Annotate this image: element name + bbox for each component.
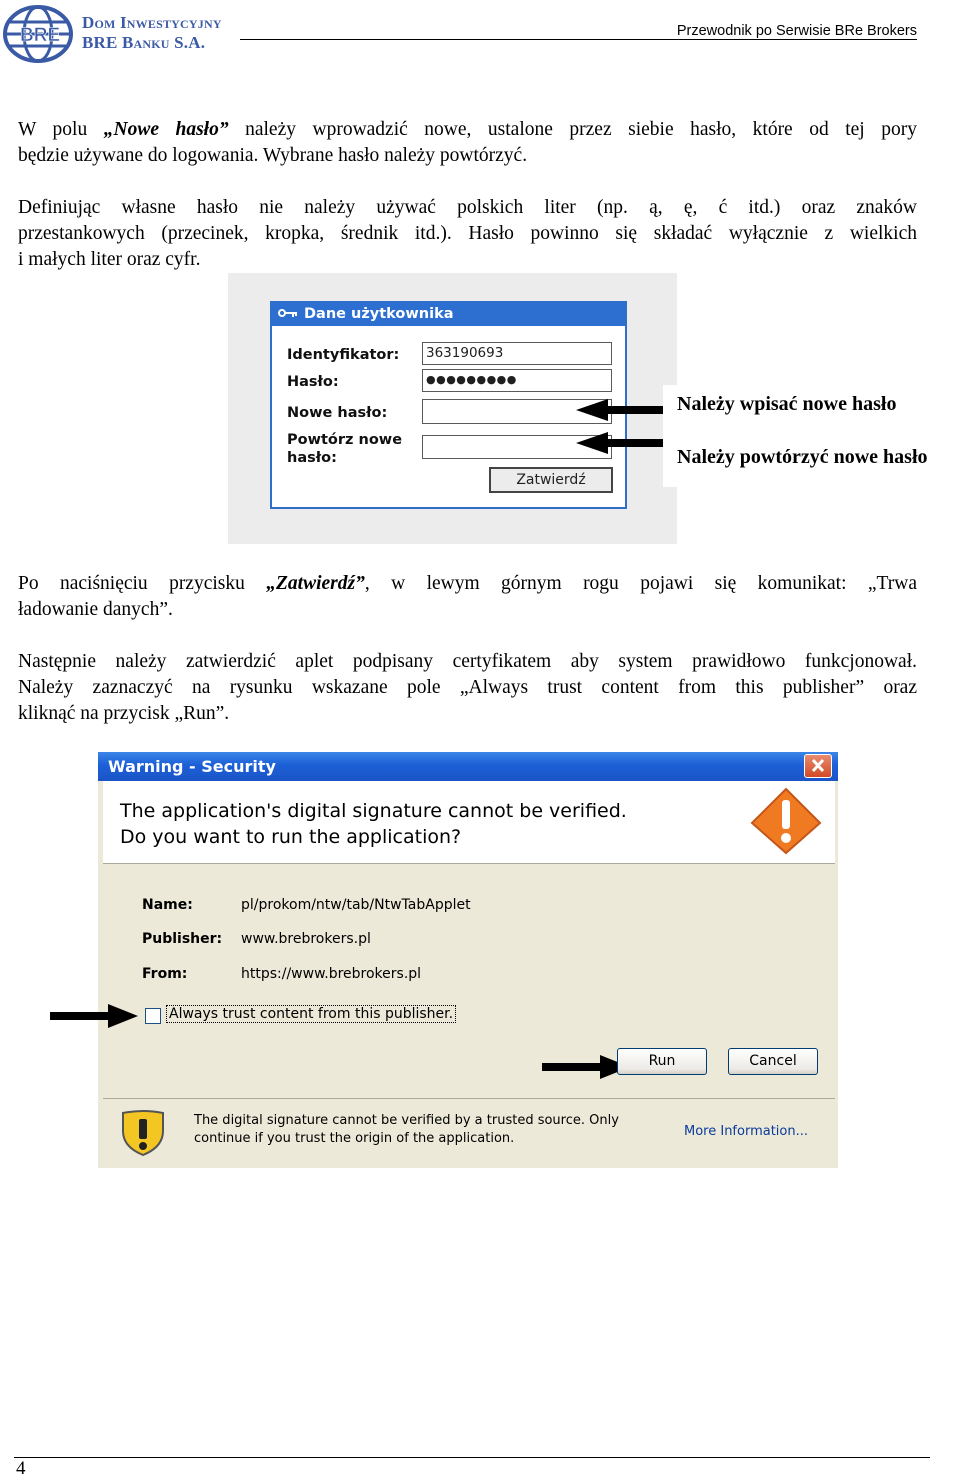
- header-rule: [240, 39, 917, 40]
- footer-rule: [14, 1457, 930, 1458]
- more-information-link[interactable]: More Information...: [684, 1124, 809, 1139]
- divider: [103, 1098, 835, 1099]
- paragraph-after-confirm: [18, 571, 917, 623]
- name-label: Name:: [142, 897, 193, 913]
- cancel-button[interactable]: Cancel: [728, 1048, 818, 1075]
- callout-new-password: Należy wpisać nowe hasło: [677, 393, 897, 415]
- confirm-button[interactable]: Zatwierdź: [489, 467, 613, 493]
- arrow-right-icon: [50, 1002, 140, 1030]
- para3-line2: ładowanie danych”.: [18, 599, 173, 620]
- security-dialog-titlebar: [98, 752, 838, 781]
- callout-arrows: [576, 398, 666, 462]
- user-data-title: Dane użytkownika: [304, 306, 454, 322]
- from-label: From:: [142, 966, 188, 982]
- publisher-value: www.brebrokers.pl: [241, 931, 371, 947]
- arrow-left-icon: [576, 399, 664, 421]
- security-footer-text: The digital signature cannot be verified by a trusted source. Only continue if you trust the origin of the application.: [194, 1113, 619, 1146]
- always-trust-label[interactable]: Always trust content from this publisher.: [166, 1005, 456, 1023]
- para4-line1: Następnie należy zatwierdzić aplet podpisany certyfikatem aby system prawidłowo funkcjonował.: [18, 651, 917, 672]
- warning-icon: [749, 786, 823, 856]
- svg-text:BRE: BRE: [20, 25, 61, 46]
- paragraph-password-rules: [18, 195, 917, 273]
- para3-line1: Po naciśnięciu przycisku „Zatwierdź”, w lewym górnym rogu pojawi się komunikat: „Trwa: [18, 573, 918, 594]
- new-password-label: Nowe hasło:: [287, 405, 388, 421]
- para2-line2: przestankowych (przecinek, kropka, średnik itd.). Hasło powinno się składać wyłącznie z wielkich: [18, 223, 917, 244]
- para1-line2: będzie używane do logowania. Wybrane hasło należy powtórzyć.: [18, 145, 528, 166]
- repeat-password-label: Powtórz nowe hasło:: [287, 432, 403, 466]
- para2-line3: i małych liter oraz cyfr.: [18, 249, 201, 270]
- identifier-field[interactable]: 363190693: [422, 342, 612, 365]
- identifier-label: Identyfikator:: [287, 347, 400, 363]
- para4-line2: Należy zaznaczyć na rysunku wskazane pole „Always trust content from this publisher” oraz: [18, 677, 917, 698]
- emphasis-new-password: „Nowe hasło”: [103, 119, 229, 140]
- security-message: The application's digital signature cannot be verified. Do you want to run the application?: [120, 800, 627, 848]
- run-button[interactable]: Run: [617, 1048, 707, 1075]
- para1-line1: W polu „Nowe hasło” należy wprowadzić nowe, ustalone przez siebie hasło, które od tej pory: [18, 119, 917, 140]
- logo-name-line1: Dom Inwestycyjny: [82, 13, 222, 32]
- paragraph-applet: [18, 649, 917, 727]
- close-button[interactable]: [804, 754, 832, 778]
- key-icon: [278, 302, 298, 326]
- password-label: Hasło:: [287, 374, 339, 390]
- shield-icon: [119, 1109, 167, 1157]
- name-value: pl/prokom/ntw/tab/NtwTabApplet: [241, 897, 471, 913]
- para2-line1: Definiując własne hasło nie należy używać polskich liter (np. ą, ę, ć itd.) oraz znaków: [18, 197, 917, 218]
- always-trust-checkbox[interactable]: [145, 1008, 161, 1024]
- close-icon: [805, 755, 831, 777]
- user-data-panel-header: [272, 302, 625, 326]
- document-title: Przewodnik po Serwisie BRe Brokers: [676, 23, 917, 39]
- arrow-left-icon: [576, 432, 664, 454]
- emphasis-confirm: „Zatwierdź”: [266, 573, 365, 594]
- divider: [103, 863, 835, 864]
- from-value: https://www.brebrokers.pl: [241, 966, 422, 982]
- paragraph-new-password: [18, 117, 917, 169]
- page-number: 4: [16, 1458, 26, 1479]
- callout-repeat-password: Należy powtórzyć nowe hasło: [677, 446, 928, 468]
- logo-company-name: [82, 13, 222, 53]
- para4-line3: kliknąć na przycisk „Run”.: [18, 703, 230, 724]
- publisher-label: Publisher:: [142, 931, 223, 947]
- security-dialog-title: Warning - Security: [108, 757, 276, 776]
- password-field[interactable]: ●●●●●●●●●: [422, 369, 612, 392]
- logo-name-line2: BRE Banku S.A.: [82, 33, 206, 52]
